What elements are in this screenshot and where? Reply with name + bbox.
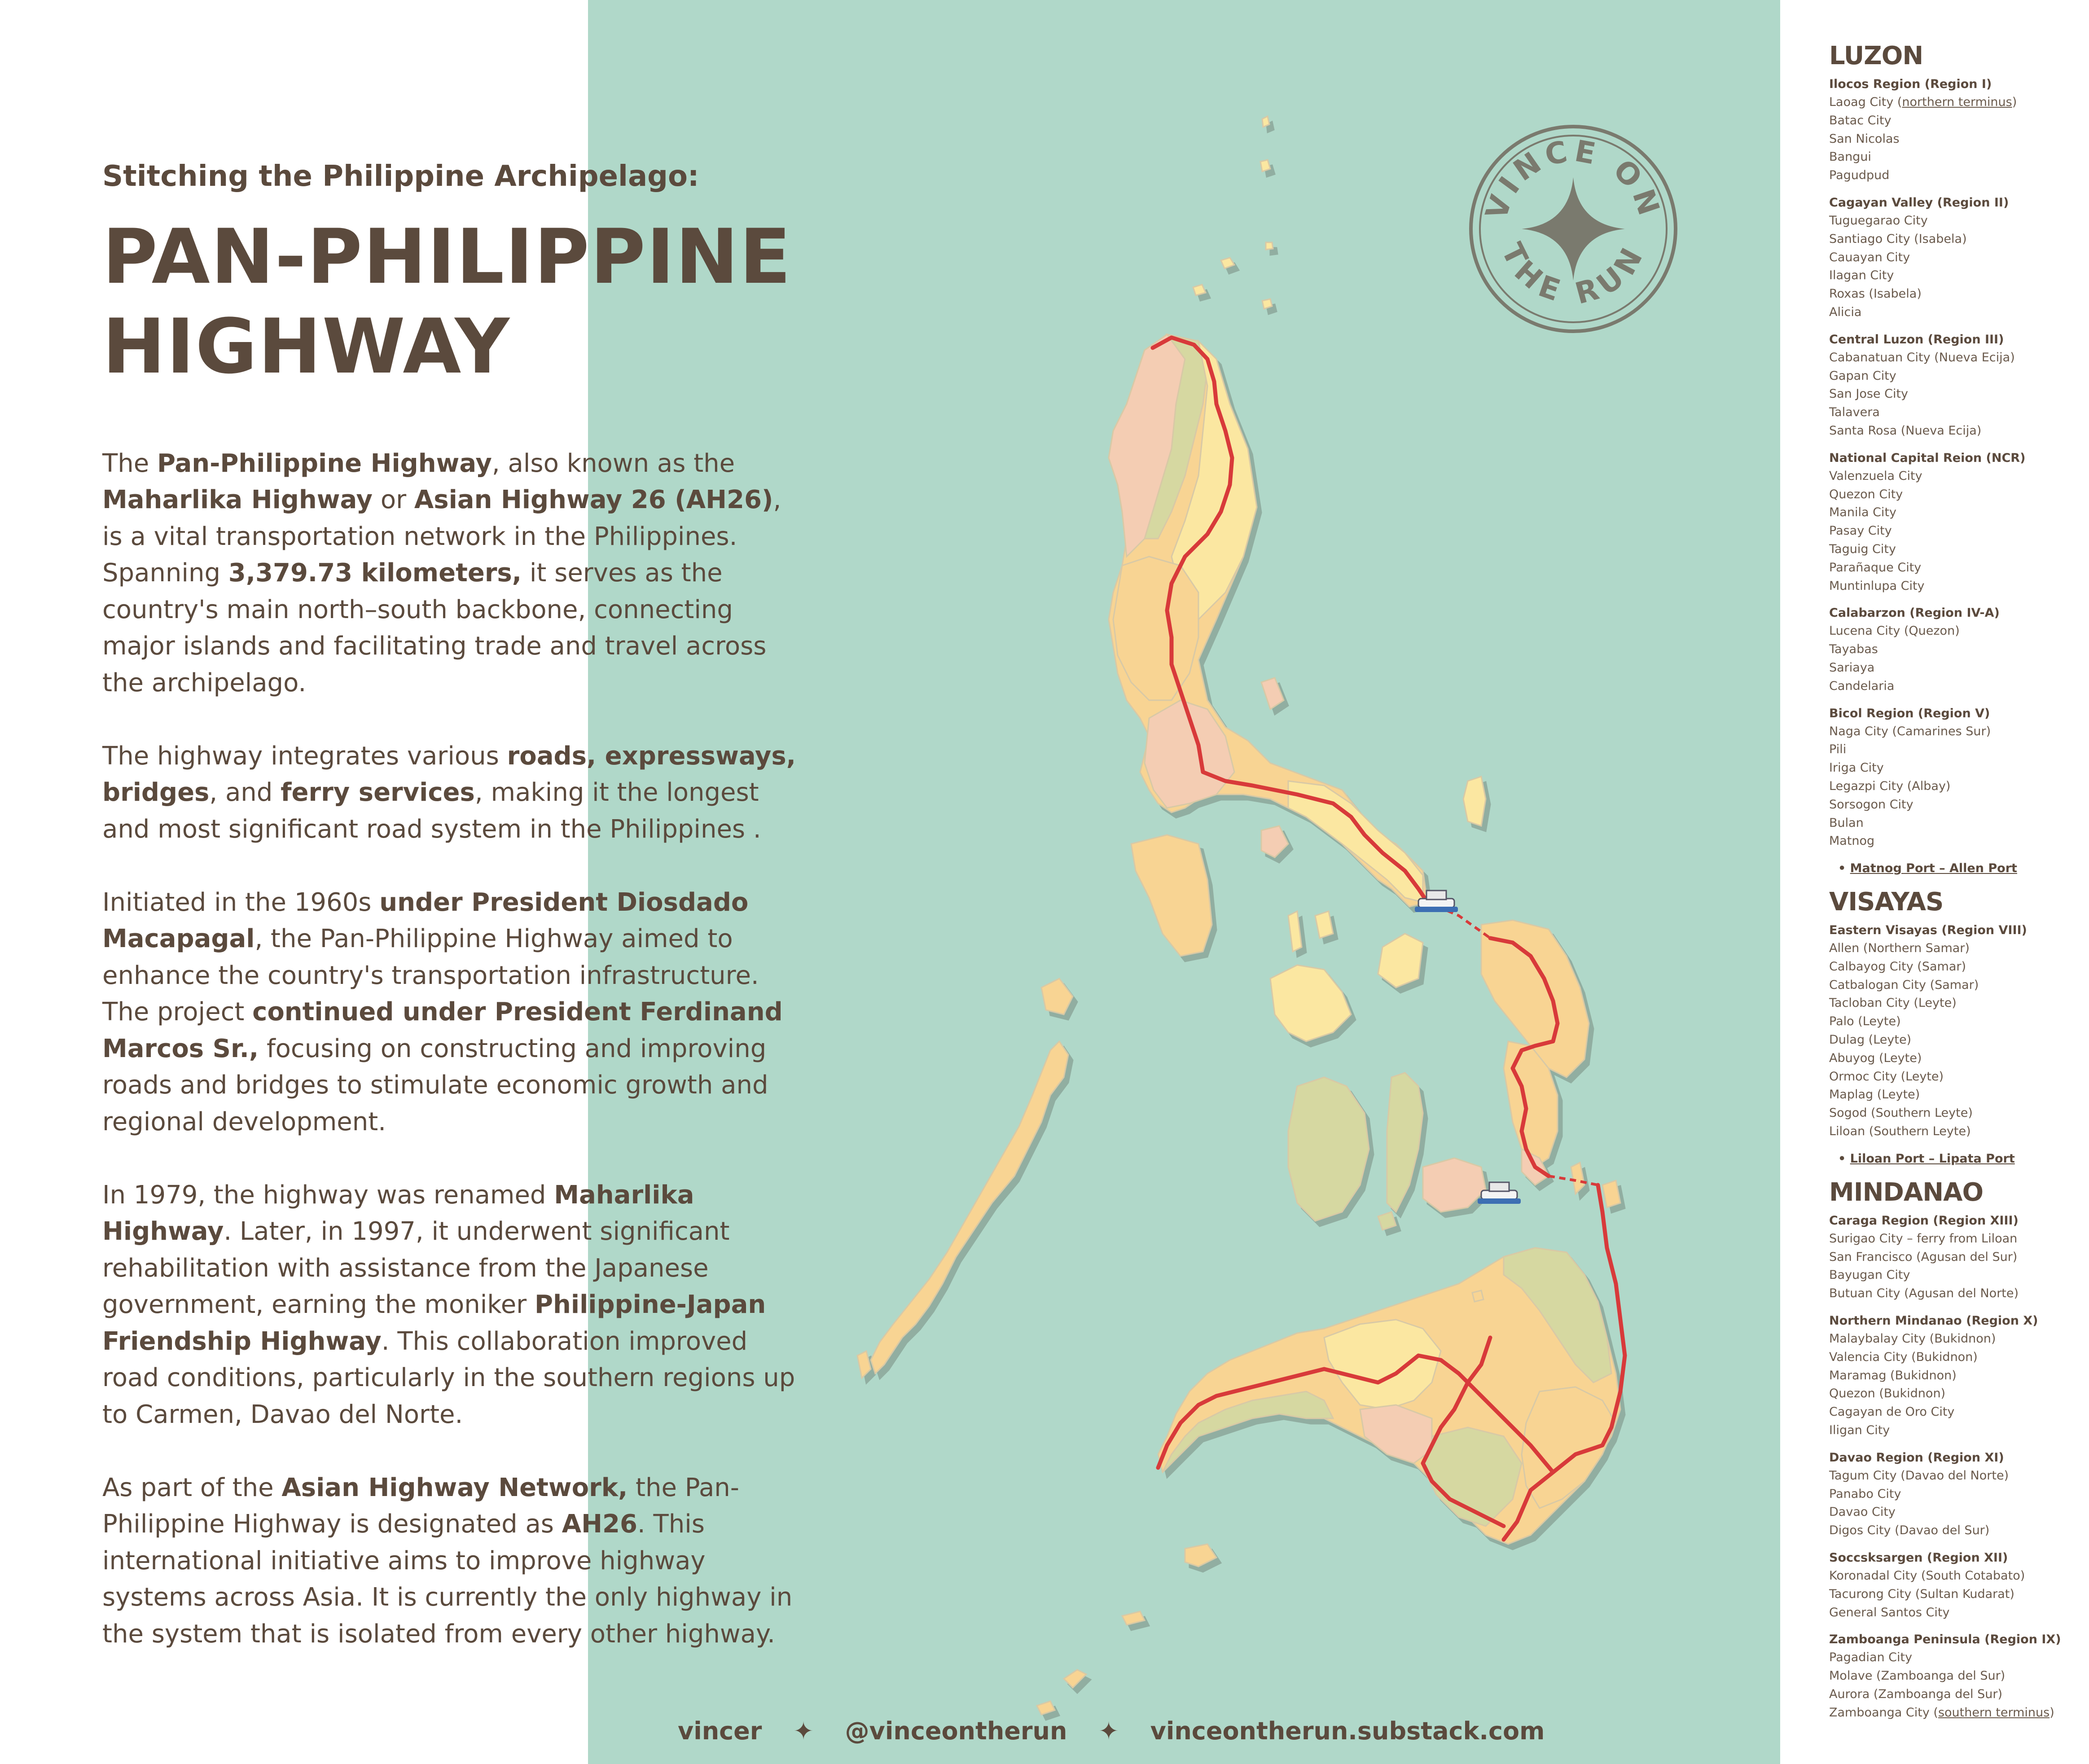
city-item	[1829, 267, 2080, 285]
city-name: Cagayan de Oro City	[1829, 1405, 1955, 1419]
city-name: Cauayan City	[1829, 250, 1910, 264]
city-name: Zamboanga City (	[1829, 1705, 1938, 1720]
city-name: Quezon City	[1829, 487, 1903, 501]
text-run: . This international initiative aims to improve highway systems across Asia. It is currently the only highway in the system that is isolated from every other highway.	[102, 1509, 793, 1649]
city-name: Tagum City (Davao del Norte)	[1829, 1468, 2009, 1483]
city-name: Iligan City	[1829, 1423, 1890, 1438]
city-name: Gapan City	[1829, 369, 1896, 383]
city-item	[1829, 1248, 2080, 1267]
city-name: Matnog	[1829, 834, 1875, 848]
city-name: Bayugan City	[1829, 1268, 1910, 1282]
text-run: the Pan-Philippine Highway is designated as	[102, 1473, 739, 1539]
city-item	[1829, 167, 2080, 185]
city-name: Molave (Zamboanga del Sur)	[1829, 1669, 2006, 1683]
city-item	[1829, 1123, 2080, 1141]
region-group	[1829, 1449, 2080, 1540]
city-item	[1829, 1330, 2080, 1348]
bold-text: Pan-Philippine Highway	[157, 448, 492, 478]
city-name: Allen (Northern Samar)	[1829, 941, 1970, 956]
city-item	[1829, 285, 2080, 303]
region-group	[1829, 921, 2080, 1141]
city-item	[1829, 1685, 2080, 1704]
mindoro-island	[1131, 835, 1212, 956]
camiguin-island	[1472, 1290, 1483, 1302]
route-legend	[1829, 31, 2080, 1731]
city-item	[1829, 249, 2080, 267]
city-item	[1829, 303, 2080, 322]
city-name: Bulan	[1829, 816, 1864, 830]
region-name: National Capital Reion (NCR)	[1829, 451, 2026, 465]
city-name: Aurora (Zamboanga del Sur)	[1829, 1687, 2003, 1701]
masbate-island	[1378, 934, 1423, 987]
marinduque-island	[1261, 826, 1288, 857]
city-item	[1829, 939, 2080, 958]
city-item	[1829, 1013, 2080, 1031]
city-item	[1829, 1522, 2080, 1540]
city-item	[1829, 814, 2080, 833]
city-name: Sogod (Southern Leyte)	[1829, 1106, 1973, 1120]
region-name: Soccsksargen (Region XII)	[1829, 1551, 2008, 1565]
city-name: Roxas (Isabela)	[1829, 287, 1922, 301]
city-item	[1829, 622, 2080, 641]
sparkle-icon: ✦	[793, 1717, 814, 1745]
city-name: Candelaria	[1829, 679, 1895, 693]
city-name: Valencia City (Bukidnon)	[1829, 1350, 1978, 1364]
bold-text: Asian Highway Network,	[281, 1473, 628, 1502]
ferry-port-link[interactable]: Matnog Port – Allen Port	[1850, 861, 2017, 876]
babuyan-island-2	[1266, 242, 1273, 250]
city-name: Tayabas	[1829, 642, 1878, 657]
city-name: Naga City (Camarines Sur)	[1829, 724, 1991, 738]
balabac-island	[857, 1351, 871, 1378]
city-name: Parañaque City	[1829, 560, 1922, 575]
city-name: Cabanatuan City (Nueva Ecija)	[1829, 350, 2015, 364]
region-name: Ilocos Region (Region I)	[1829, 77, 1992, 91]
region-name: Eastern Visayas (Region VIII)	[1829, 923, 2027, 938]
text-run: Initiated in the 1960s	[102, 887, 380, 917]
city-name: Iriga City	[1829, 761, 1884, 775]
city-item	[1829, 385, 2080, 404]
city-item	[1829, 349, 2080, 367]
city-name: Malaybalay City (Bukidnon)	[1829, 1332, 1996, 1346]
city-item	[1829, 1485, 2080, 1504]
city-item	[1829, 230, 2080, 249]
city-item	[1829, 1467, 2080, 1485]
city-item	[1829, 1585, 2080, 1604]
city-name: Catbalogan City (Samar)	[1829, 978, 1979, 992]
region-group	[1829, 604, 2080, 695]
bold-text: Philippine-Japan Friendship Highway	[102, 1290, 766, 1356]
city-suffix: )	[2012, 95, 2017, 109]
camiguin-norte	[1262, 299, 1272, 309]
city-item	[1829, 677, 2080, 696]
city-name: San Francisco (Agusan del Sur)	[1829, 1250, 2018, 1264]
city-item	[1829, 832, 2080, 851]
siquijor-island	[1378, 1212, 1396, 1230]
intro-section	[102, 159, 803, 1689]
region-name: Calabarzon (Region IV-A)	[1829, 606, 2000, 620]
city-name: Pagudpud	[1829, 168, 1890, 183]
city-name: Palo (Leyte)	[1829, 1014, 1901, 1029]
social-handle[interactable]: @vinceontherun	[845, 1717, 1067, 1745]
city-name: Santa Rosa (Nueva Ecija)	[1829, 423, 1982, 438]
city-item	[1829, 130, 2080, 149]
city-name: Santiago City (Isabela)	[1829, 232, 1967, 246]
island-heading: LUZON	[1829, 41, 1923, 70]
babuyan-island	[1260, 160, 1270, 171]
text-run: In 1979, the highway was renamed	[102, 1180, 554, 1210]
title-line-2: HIGHWAY	[102, 302, 510, 391]
polillo-island	[1261, 678, 1284, 709]
bullet-icon: •	[1838, 1151, 1850, 1166]
city-item	[1829, 759, 2080, 777]
ferry-port-link[interactable]: Liloan Port – Lipata Port	[1850, 1151, 2015, 1166]
title-line-1: PAN-PHILIPPINE	[102, 212, 792, 301]
city-item	[1829, 1068, 2080, 1086]
region-name: Northern Mindanao (Region X)	[1829, 1314, 2038, 1328]
city-name: Taguig City	[1829, 542, 1896, 556]
city-item	[1829, 994, 2080, 1013]
city-item	[1829, 504, 2080, 522]
city-name: Butuan City (Agusan del Norte)	[1829, 1286, 2019, 1301]
city-item	[1829, 1266, 2080, 1285]
bold-text: ferry services	[281, 778, 475, 807]
city-name: San Nicolas	[1829, 132, 1900, 146]
panay-island	[1270, 965, 1351, 1041]
bullet-icon: •	[1838, 861, 1850, 876]
city-item	[1829, 148, 2080, 167]
region-name: Zamboanga Peninsula (Region IX)	[1829, 1632, 2061, 1647]
fuga-island	[1193, 285, 1206, 295]
city-item	[1829, 1385, 2080, 1403]
city-name: Maplag (Leyte)	[1829, 1088, 1920, 1102]
paragraph	[102, 1177, 803, 1433]
text-run: The	[102, 448, 157, 478]
city-item	[1829, 1503, 2080, 1522]
subtitle: Stitching the Philippine Archipelago:	[102, 160, 699, 193]
calayan-island	[1221, 258, 1234, 268]
city-item	[1829, 796, 2080, 814]
city-name: Panabo City	[1829, 1487, 1901, 1501]
text-run: . This collaboration improved road conditions, particularly in the southern regions up to Carmen, Davao del Norte.	[102, 1326, 795, 1429]
dinagat-island	[1571, 1163, 1584, 1194]
city-item	[1829, 723, 2080, 741]
city-name: Surigao City – ferry from Liloan	[1829, 1231, 2018, 1246]
text-run: , making it the longest and most significant road system in the Philippines .	[102, 778, 761, 844]
vince-on-the-run-stamp	[1468, 123, 1679, 334]
region-name: Cagayan Valley (Region II)	[1829, 195, 2009, 210]
city-item	[1829, 486, 2080, 504]
bold-text: under President Diosdado Macapagal	[102, 887, 749, 954]
bold-text: Maharlika Highway	[102, 485, 373, 515]
city-name: Tacurong City (Sultan Kudarat)	[1829, 1587, 2014, 1601]
region-group	[1829, 1549, 2080, 1622]
city-item	[1829, 1667, 2080, 1685]
text-run: it serves as the country's main north–south backbone, connecting major islands and facilitating trade and travel across the archipelago.	[102, 558, 767, 698]
city-name: Valenzuela City	[1829, 469, 1922, 483]
terminus-link[interactable]: southern terminus	[1938, 1705, 2050, 1720]
city-name: Manila City	[1829, 505, 1897, 520]
city-name: Sariaya	[1829, 660, 1875, 675]
page-title	[102, 212, 803, 391]
city-name: Koronadal City (South Cotabato)	[1829, 1569, 2025, 1583]
text-run: , also known as the	[492, 448, 735, 478]
city-name: Davao City	[1829, 1505, 1896, 1519]
city-suffix: )	[2050, 1705, 2054, 1720]
bold-text: roads, expressways, bridges	[102, 741, 796, 807]
text-run: or	[373, 485, 414, 515]
ferry-port-item	[1838, 860, 2080, 878]
text-run: The highway integrates various	[102, 741, 507, 771]
sulu-island-2	[1037, 1701, 1055, 1715]
city-item	[1829, 1604, 2080, 1622]
region-name: Davao Region (Region XI)	[1829, 1450, 2004, 1465]
city-name: Maramag (Bukidnon)	[1829, 1368, 1957, 1382]
region-group	[1829, 1631, 2080, 1722]
region-name: Caraga Region (Region XIII)	[1829, 1213, 2019, 1228]
city-item	[1829, 467, 2080, 486]
city-name: Muntinlupa City	[1829, 579, 1925, 593]
city-item	[1829, 212, 2080, 230]
region-group	[1829, 705, 2080, 851]
city-item	[1829, 1403, 2080, 1422]
author-name: vincer	[678, 1717, 762, 1745]
city-item	[1829, 577, 2080, 596]
footer	[678, 1717, 1545, 1745]
city-item	[1829, 422, 2080, 440]
city-name: Abuyog (Leyte)	[1829, 1051, 1922, 1065]
city-name: Pasay City	[1829, 524, 1892, 538]
city-name: Batac City	[1829, 113, 1892, 127]
city-name: Laoag City (	[1829, 95, 1902, 109]
region-group	[1829, 194, 2080, 322]
city-name: Liloan (Southern Leyte)	[1829, 1124, 1971, 1139]
city-item	[1829, 112, 2080, 130]
paragraph	[102, 738, 803, 848]
city-item	[1829, 976, 2080, 995]
city-name: Talavera	[1829, 405, 1880, 420]
tablas-island	[1288, 911, 1302, 952]
catanduanes-island	[1463, 777, 1486, 826]
bold-text: continued under President Ferdinand Marcos Sr.,	[102, 997, 783, 1063]
region-group	[1829, 449, 2080, 596]
text-run: As part of the	[102, 1473, 282, 1502]
romblon-island	[1315, 911, 1333, 938]
paragraph	[102, 445, 803, 702]
city-item	[1829, 641, 2080, 659]
siargao-island	[1602, 1180, 1620, 1207]
city-name: Ormoc City (Leyte)	[1829, 1069, 1944, 1084]
city-name: Ilagan City	[1829, 268, 1894, 283]
city-name: Lucena City (Quezon)	[1829, 624, 1960, 638]
text-run: , the Pan-Philippine Highway aimed to enhance the country's transportation infrastructure. The project	[102, 924, 759, 1027]
region-group	[1829, 75, 2080, 185]
city-item	[1829, 1031, 2080, 1049]
bold-text: AH26	[562, 1509, 637, 1539]
city-name: Sorsogon City	[1829, 797, 1913, 812]
bohol-island	[1423, 1158, 1486, 1212]
city-item	[1829, 1704, 2080, 1722]
city-name: Calbayog City (Samar)	[1829, 959, 1966, 974]
city-name: Tacloban City (Leyte)	[1829, 996, 1957, 1010]
city-name: General Santos City	[1829, 1605, 1950, 1619]
city-item	[1829, 741, 2080, 759]
city-item	[1829, 559, 2080, 577]
city-name: Dulag (Leyte)	[1829, 1033, 1912, 1047]
region-group	[1829, 331, 2080, 440]
city-item	[1829, 367, 2080, 386]
island-heading: VISAYAS	[1829, 887, 1944, 917]
tawitawi-island	[1064, 1670, 1086, 1688]
negros-island	[1288, 1077, 1369, 1221]
text-run: focusing on constructing and improving roads and bridges to stimulate economic growth and regional development.	[102, 1034, 768, 1137]
city-name: Quezon (Bukidnon)	[1829, 1387, 1946, 1401]
region-name: Central Luzon (Region III)	[1829, 332, 2004, 347]
city-name: Digos City (Davao del Sur)	[1829, 1523, 1990, 1538]
text-run: , is a vital transportation network in the Philippines. Spanning	[102, 485, 781, 588]
stamp-bottom-text: THE RUN	[1494, 237, 1653, 312]
palawan-island	[871, 1041, 1068, 1373]
city-name: Legazpi City (Albay)	[1829, 779, 1951, 793]
basilan-island	[1185, 1544, 1216, 1567]
text-run: . Later, in 1997, it underwent significant rehabilitation with assistance from the Japanese government, earning the moniker	[102, 1217, 730, 1320]
terminus-link[interactable]: northern terminus	[1902, 95, 2012, 109]
city-name: Bangui	[1829, 150, 1871, 164]
city-item	[1829, 777, 2080, 796]
city-item	[1829, 1230, 2080, 1248]
city-item	[1829, 958, 2080, 976]
city-item	[1829, 404, 2080, 422]
city-item	[1829, 540, 2080, 559]
city-item	[1829, 1348, 2080, 1367]
text-run: , and	[209, 778, 281, 807]
sparkle-icon: ✦	[1098, 1717, 1119, 1745]
bold-text: 3,379.73 kilometers,	[228, 558, 522, 588]
city-name: Alicia	[1829, 305, 1862, 319]
calamian-islands	[1041, 979, 1073, 1014]
paragraph	[102, 884, 803, 1141]
city-name: Tuguegarao City	[1829, 213, 1928, 228]
ferry-port-item	[1838, 1150, 2080, 1168]
paragraph	[102, 1470, 803, 1653]
bold-text: Maharlika Highway	[102, 1180, 694, 1246]
city-item	[1829, 659, 2080, 677]
city-item	[1829, 1285, 2080, 1303]
city-item	[1829, 1422, 2080, 1440]
region-name: Bicol Region (Region V)	[1829, 706, 1990, 720]
jolo-island	[1122, 1611, 1145, 1625]
region-group	[1829, 1212, 2080, 1303]
city-item	[1829, 1367, 2080, 1385]
city-item	[1829, 1649, 2080, 1667]
city-name: San Jose City	[1829, 387, 1909, 401]
city-item	[1829, 1104, 2080, 1123]
website-link[interactable]: vinceontherun.substack.com	[1150, 1717, 1545, 1745]
city-item	[1829, 1086, 2080, 1104]
city-item	[1829, 93, 2080, 112]
barmm-region	[1360, 1405, 1432, 1463]
city-name: Pili	[1829, 742, 1847, 757]
city-item	[1829, 1049, 2080, 1068]
cebu-island	[1387, 1073, 1423, 1212]
city-item	[1829, 1567, 2080, 1585]
batanes-island	[1262, 116, 1269, 127]
city-item	[1829, 522, 2080, 540]
region-group	[1829, 1312, 2080, 1440]
body-text	[102, 445, 803, 1653]
bold-text: Asian Highway 26 (AH26)	[414, 485, 773, 515]
city-name: Pagadian City	[1829, 1650, 1913, 1665]
island-heading: MINDANAO	[1829, 1177, 1984, 1207]
stamp-top-text: VINCE ON	[1479, 133, 1668, 224]
